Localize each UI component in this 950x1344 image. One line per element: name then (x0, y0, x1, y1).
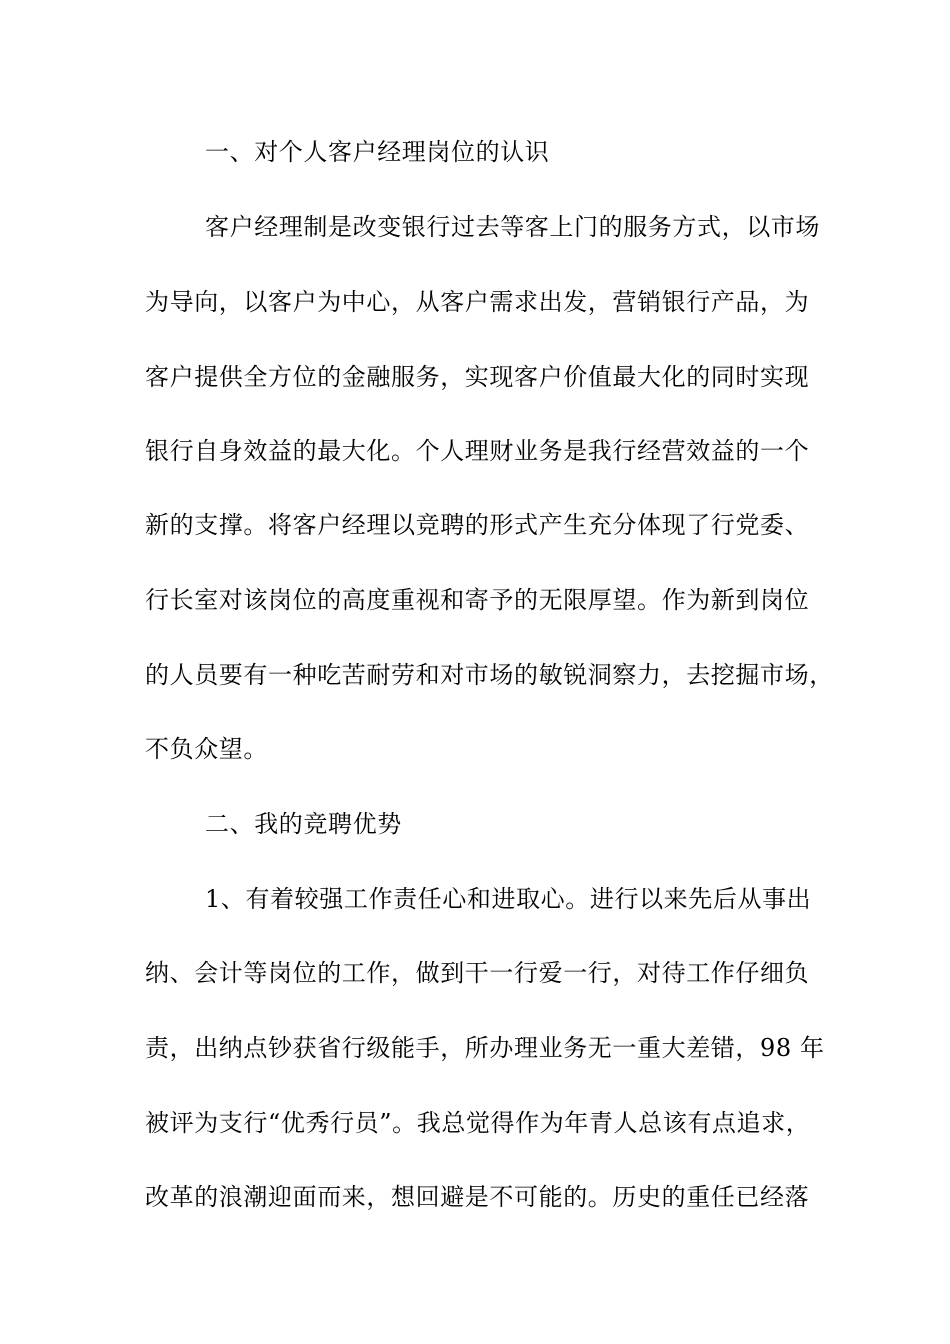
section-heading-1: 一、对个人客户经理岗位的认识 (205, 138, 550, 166)
paragraph-line: 责，出纳点钞获省行级能手，所办理业务无一重大差错，98 年 (145, 1034, 825, 1062)
paragraph-line: 客户提供全方位的金融服务，实现客户价值最大化的同时实现 (145, 363, 810, 391)
paragraph-line: 改革的浪潮迎面而来，想回避是不可能的。历史的重任已经落 (145, 1183, 810, 1211)
paragraph-line: 新的支撑。将客户经理以竞聘的形式产生充分体现了行党委、 (145, 511, 810, 539)
paragraph-line: 纳、会计等岗位的工作，做到干一行爱一行，对待工作仔细负 (145, 959, 810, 987)
paragraph-line: 不负众望。 (145, 735, 268, 763)
paragraph-line: 被评为支行“优秀行员”。我总觉得作为年青人总该有点追求， (145, 1109, 811, 1137)
paragraph-line: 的人员要有一种吃苦耐劳和对市场的敏锐洞察力，去挖掘市场， (145, 661, 834, 689)
paragraph-line: 银行自身效益的最大化。个人理财业务是我行经营效益的一个 (145, 437, 810, 465)
paragraph-line: 1、有着较强工作责任心和进取心。进行以来先后从事出 (205, 885, 812, 913)
section-heading-2: 二、我的竞聘优势 (205, 810, 402, 838)
paragraph-line: 行长室对该岗位的高度重视和寄予的无限厚望。作为新到岗位 (145, 586, 810, 614)
paragraph-line: 为导向，以客户为中心，从客户需求出发，营销银行产品，为 (145, 288, 810, 316)
paragraph-line: 客户经理制是改变银行过去等客上门的服务方式，以市场 (205, 213, 820, 241)
